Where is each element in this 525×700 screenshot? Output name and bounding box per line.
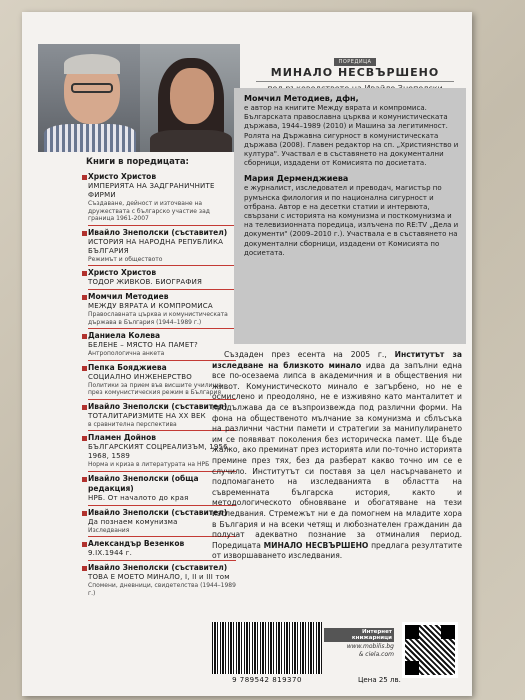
book-back-cover (22, 12, 472, 696)
catalog-list (36, 172, 236, 597)
qr-code-icon (402, 622, 458, 678)
list-item: Христо Христов ТОДОР ЖИВКОВ. БИОГРАФИЯ (36, 268, 236, 290)
author-photo-2 (140, 44, 240, 152)
shop-link: www.mobilis.bg (346, 643, 394, 650)
barcode-icon (212, 622, 322, 674)
list-item: Ивайло Знеполски (съставител) ТОВА Е МОЕТО МИНАЛО, I, II и III том Спомени, дневници, свидетелства (1944–1989 г.) (36, 563, 236, 597)
list-item: Ивайло Знеполски (обща редакция) НРБ. От началото до края (36, 474, 236, 506)
series-name: МИНАЛО НЕСВЪРШЕНО (270, 66, 440, 79)
list-item: Христо Христов ИМПЕРИЯТА НА ЗАДГРАНИЧНИТЕ ФИРМИ Създаване, дейност и източване на дружествата с българско участие зад граница 1961-2007 (36, 172, 236, 226)
shop-title: Интернет книжарници (324, 628, 394, 642)
list-item: Пепка Бояджиева СОЦИАЛНО ИНЖЕНЕРСТВО Политики за прием във висшите училища през комунистическия режим в България (36, 363, 236, 400)
catalog-title: Книги в поредицата: (86, 157, 189, 167)
series-tag: ПОРЕДИЦА (334, 58, 377, 66)
list-item: Ивайло Знеполски (съставител) ТОТАЛИТАРИЗМИТЕ НА XX ВЕК в сравнителна перспектива (36, 402, 236, 432)
bio-text: е журналист, изследовател и преводач, магистър по румънска филология и по национална сигурност и отбрана. Автор е на десетки статии и интервюта, свързани с историята на комунизма и посткомунизма и на телевизионната поредица, излъчена по RE:TV „Дела и документи" (2009–2010 г.). Участвала е в съставянето на документални сборници, издадени от Комисията по досиетата. (244, 184, 459, 257)
list-item: Момчил Методиев МЕЖДУ ВЯРАТА И КОМПРОМИСА Православната църква и комунистическата държава в България (1944–1989 г.) (36, 292, 236, 329)
isbn-number: 9 789542 819370 (232, 676, 302, 684)
bio-name: Мария Дерменджиева (244, 174, 349, 184)
author-bio-box (234, 88, 466, 344)
list-item: Ивайло Знеполски (съставител) Да познаем комунизма Изследвания (36, 508, 236, 538)
series-header (248, 48, 462, 93)
price-label: Цена 25 лв. (358, 676, 401, 684)
bio-name: Момчил Методиев, дфн, (244, 94, 359, 103)
list-item: Пламен Дойнов БЪЛГАРСКИЯТ СОЦРЕАЛИЗЪМ, 1956, 1968, 1589 Норма и криза в литературата на НРБ (36, 433, 236, 472)
author-photo-1 (38, 44, 140, 152)
online-shops (324, 624, 394, 659)
bio-text: е автор на книгите Между вярата и компромиса. Българската православна църква и комунистическата държава, 1944–1989 (2010) и Машина за легитимност. Ролята на Държавна сигурност в комунистическата държава (2008). Главен редактор на сп. „Християнство и култура". Участвал е в съставянето на документални сборници, издадени от Комисията по досиетата. (244, 104, 459, 168)
list-item: Даниела Колева БЕЛЕНЕ – МЯСТО НА ПАМЕТ? Антропологична анкета (36, 331, 236, 361)
list-item: Ивайло Знеполски (съставител) ИСТОРИЯ НА НАРОДНА РЕПУБЛИКА БЪЛГАРИЯ Режимът и обществото (36, 228, 236, 267)
institute-description: Създаден през есента на 2005 г., Институтът за изследване на близкото минало идва да запълни една все по-осезаема липса в академичния и в обществения ни живот. Комунистическото минало е загърбено, но не е осмислено и преодоляно, не е изживяно като манталитет и продължава да се възпроизвежда под различни форми. На фона на общественото мълчание за комунизма и сблъсъка на различни частни памети и стратегии за манипулирането им се появяват поколения без историческа памет. Ще бъде жалко, ако преминат през историята или по-точно историята премине през тях, без да разберат какво точно им се е случило. Институтът си поставя за цел насърчаването и подпомагането на изследванията в областта на съвременната българска история, както и методологическото обновяване и обогатяване на тези изследвания. Стремежът ни е да помогнем на младите хора в България и на всеки четящ и любознателен гражданин да получат адекватно познание за отминалия период. Поредицата МИНАЛО НЕСВЪРШЕНО предлага резултатите от изворшаването изследвания. (212, 350, 462, 561)
shop-link: & ciela.com (358, 651, 394, 658)
list-item: Александър Везенков 9.IX.1944 г. (36, 539, 236, 561)
